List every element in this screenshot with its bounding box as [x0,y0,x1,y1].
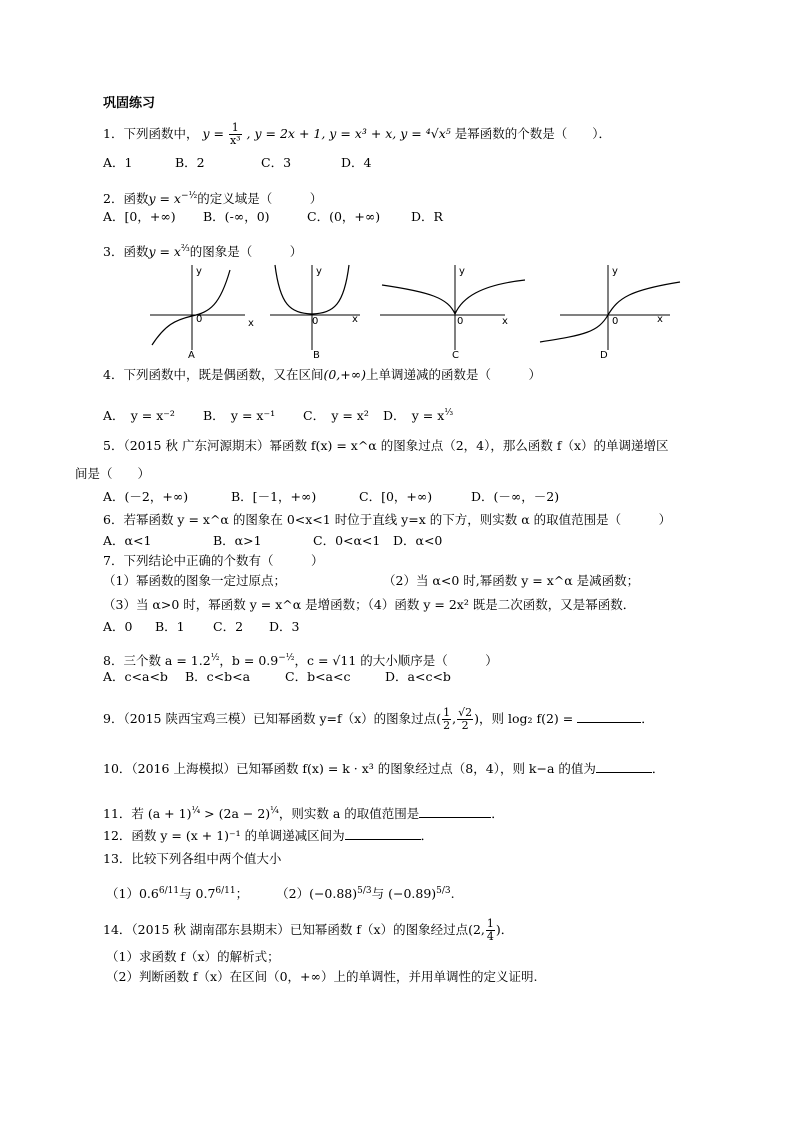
q8-mid2: ，c = √11 的大小顺序是（ ） [294,653,498,669]
question-12: 12．函数 y = (x + 1)⁻¹ 的单调递减区间为 ． [103,828,434,843]
graph-d-label: D [600,350,608,361]
q11-exponent-left: ¼ [191,806,201,816]
q14-point-x: 2, [472,922,485,937]
q13-part1-exp: 6/11 [158,886,180,896]
graph-a-origin: 0 [196,314,203,325]
graph-b [270,265,360,361]
graph-c-y-label: y [459,266,465,277]
q9-text: 9．（2015 陕西宝鸡三模）已知幂函数 y=f（x）的图象过点 [103,711,437,726]
q7-option-c: C．2 [213,619,244,634]
q4-interval: (0,+∞) [323,367,367,382]
graph-c [380,265,525,361]
q2-text: 2．函数 [103,191,149,207]
q1-suffix: 是幂函数的个数是（ ）． [454,126,612,141]
question-14: 14．（2015 秋 湖南邵东县期末）已知幂函数 f（x）的图象经过点(2, $\frac{1}{4}$ )． [103,917,514,943]
graph-b-x-label: x [352,314,358,325]
graph-d [540,265,680,361]
q7-options [103,618,299,636]
q7-option-d: D．3 [269,619,300,634]
q6-option-a: A．α<1 [103,533,152,548]
q5-option-a: A．(－2，+∞) [103,489,189,504]
q9-point-x: $\frac{1}{2}$ [443,706,451,732]
q2-exponent: −½ [181,191,198,201]
q7-statements-3-4: （3）当 α>0 时，幂函数 y = x^α 是增函数；（4）函数 y = 2x² 既是二次函数，又是幂函数． [103,597,636,612]
q13-part1-mid: 与 0.7 [179,886,216,902]
graph-a-y-label: y [196,266,202,277]
q4-option-a: A． y = x⁻² [103,408,175,424]
q8-option-b: B．c<b<a [185,669,251,684]
q11-text: 11．若 (a + 1) [103,806,192,822]
q7-option-b: B．1 [155,619,185,634]
q4-option-d-exp: ⅓ [444,408,454,418]
q13-part2-mid: 与 (−0.89) [371,886,437,902]
graph-d-x-label: x [657,314,663,325]
q1-fraction: $\frac{1}{\text{x³}}$ [229,121,241,147]
q10-answer-blank[interactable] [596,760,652,773]
q13-part2-exp2: 5/3 [436,886,451,896]
q13-part1-exp2: 6/11 [215,886,236,896]
q3-equation: y = x [148,244,181,260]
q7-statement-1: （1）幂函数的图象一定过原点； [103,573,286,588]
q3-exponent: ⅔ [181,244,190,254]
q2-option-d: D．R [411,209,443,224]
question-7: 7．下列结论中正确的个数有（ ） [103,553,324,568]
question-2 [103,187,322,208]
q4-options [103,404,453,425]
q2-equation: y = x [148,191,181,207]
q11-suffix: ，则实数 a 的取值范围是 [278,806,420,822]
q8-option-a: A．c<a<b [103,669,168,684]
question-1: 1．下列函数中， y = $\frac{1}{\text{x³}}$ , y = 2x + 1, y = x³ + x, y = ⁴√x⁵ 是幂函数的个数是（ ）． [103,121,612,147]
q4-option-b: B． y = x⁻¹ [203,408,276,424]
q4-option-d: D． y = x [383,408,445,424]
q1-options [103,154,371,172]
q5-options [103,488,559,506]
q1-option-c: C．3 [261,155,292,170]
q14-subquestion-1: （1）求函数 f（x）的解析式； [106,949,280,964]
q11-answer-blank[interactable] [419,805,491,818]
q5-option-b: B．[－1，+∞) [231,489,317,504]
q13-part2: （2）(−0.88) [276,886,358,902]
q4-suffix: 上单调递减的函数是（ ） [366,367,542,382]
q1-eq-y: y [202,126,210,141]
q4-text: 4．下列函数中，既是偶函数，又在区间 [103,367,324,382]
graph-b-label: B [313,350,320,361]
q8-options [103,668,451,686]
question-9: 9．（2015 陕西宝鸡三模）已知幂函数 y=f（x）的图象过点( $\frac{1}{2}$ , $\frac{√2}{2}$ )，则 log₂ f(2) = ． [103,706,654,732]
q2-options [103,208,443,226]
graph-b-origin: 0 [312,316,319,327]
q2-suffix: 的定义域是（ ） [197,191,323,207]
q1-rest: , y = 2x + 1, y = x³ + x, y = ⁴√x⁵ [246,126,451,141]
q13-part1-end: ； [235,886,249,902]
q12-answer-blank[interactable] [345,827,421,840]
q6-option-c: C．0<α<1 [313,533,381,548]
q1-prefix: 1．下列函数中， [103,126,199,141]
question-4 [103,366,541,384]
q2-option-b: B．(-∞，0) [203,209,270,224]
q14-point-y: $\frac{1}{4}$ [486,917,494,943]
q1-option-b: B．2 [175,155,205,170]
q2-option-c: C．(0，+∞) [307,209,381,224]
q13-part2-end: . [450,886,455,902]
graph-b-y-label: y [316,266,322,277]
q13-part1: （1）0.6 [106,886,159,902]
graph-d-y-label: y [612,266,618,277]
q11-exponent-right: ¼ [270,806,279,816]
q7-statements-1-2 [103,572,639,590]
question-13: 13．比较下列各组中两个值大小 [103,851,282,866]
q6-option-d: D．α<0 [393,533,443,548]
q13-parts [106,882,455,903]
q14-text: 14．（2015 秋 湖南邵东县期末）已知幂函数 f（x）的图象经过点 [103,922,469,937]
graph-a-x-label: x [248,318,254,329]
q8-b-exponent: −½ [278,653,295,663]
question-10: 10．（2016 上海模拟）已知幂函数 f(x) = k · x³ 的图象经过点（8，4），则 k−a 的值为 ． [103,761,665,776]
question-3 [103,240,302,261]
q2-option-a: A．[0，+∞) [103,209,176,224]
section-title: 巩固练习 [103,96,156,111]
q14-subquestion-2: （2）判断函数 f（x）在区间（0，+∞）上的单调性，并用单调性的定义证明. [106,969,538,984]
q7-option-a: A．0 [103,619,133,634]
q12-text: 12．函数 y = (x + 1)⁻¹ 的单调递减区间为 [103,828,345,843]
q5-option-c: C．[0，+∞) [359,489,433,504]
q1-option-d: D．4 [341,155,372,170]
q8-option-c: C．b<a<c [285,669,351,684]
q7-statement-2: （2）当 α<0 时,幂函数 y = x^α 是减函数； [383,573,640,588]
q6-option-b: B．α>1 [213,533,262,548]
question-11: 11．若 $(a + 1)^{\frac{1}{4}} > (2a - 2)^{\frac{1}{4}}$，则实数 a 的取值范围是 ． [103,806,504,822]
graph-a [150,265,254,361]
graph-c-label: C [452,350,459,361]
q6-options [103,532,442,550]
q4-option-c: C． y = x² [303,408,369,424]
question-6: 6．若幂函数 y = x^α 的图象在 0<x<1 时位于直线 y=x 的下方，则实数 α 的取值范围是（ ） [103,512,672,527]
graph-c-x-label: x [502,316,508,327]
q9-suffix: ，则 log₂ f(2) = [478,711,578,726]
q1-option-a: A．1 [103,155,133,170]
question-5: 5．（2015 秋 广东河源期末）幂函数 f(x) = x^α 的图象过点（2，4），那么函数 f（x）的单调递增区 [103,438,669,453]
q8-a-exponent: ½ [210,653,220,663]
q3-graphs [130,260,690,365]
q8-option-d: D．a<c<b [385,669,451,684]
q8-text: 8．三个数 a = 1.2 [103,653,211,669]
q9-answer-blank[interactable] [577,710,641,723]
question-8 [103,649,498,670]
graph-a-label: A [188,350,195,361]
q9-point-y: $\frac{√2}{2}$ [458,706,473,732]
graph-c-origin: 0 [457,316,464,327]
q5-option-d: D．(－∞，－2) [471,489,560,504]
q3-suffix: 的图象是（ ） [189,244,303,260]
graph-d-origin: 0 [612,316,619,327]
q8-mid1: ，b = 0.9 [219,653,279,669]
q13-part2-exp: 5/3 [357,886,372,896]
q14-suffix: ． [500,922,514,937]
q3-text: 3．函数 [103,244,149,260]
q10-text: 10．（2016 上海模拟）已知幂函数 f(x) = k · x³ 的图象经过点（8，4），则 k−a 的值为 [103,761,596,776]
q11-mid: > (2a − 2) [200,806,271,822]
q5-line2: 间是（ ） [75,466,151,481]
